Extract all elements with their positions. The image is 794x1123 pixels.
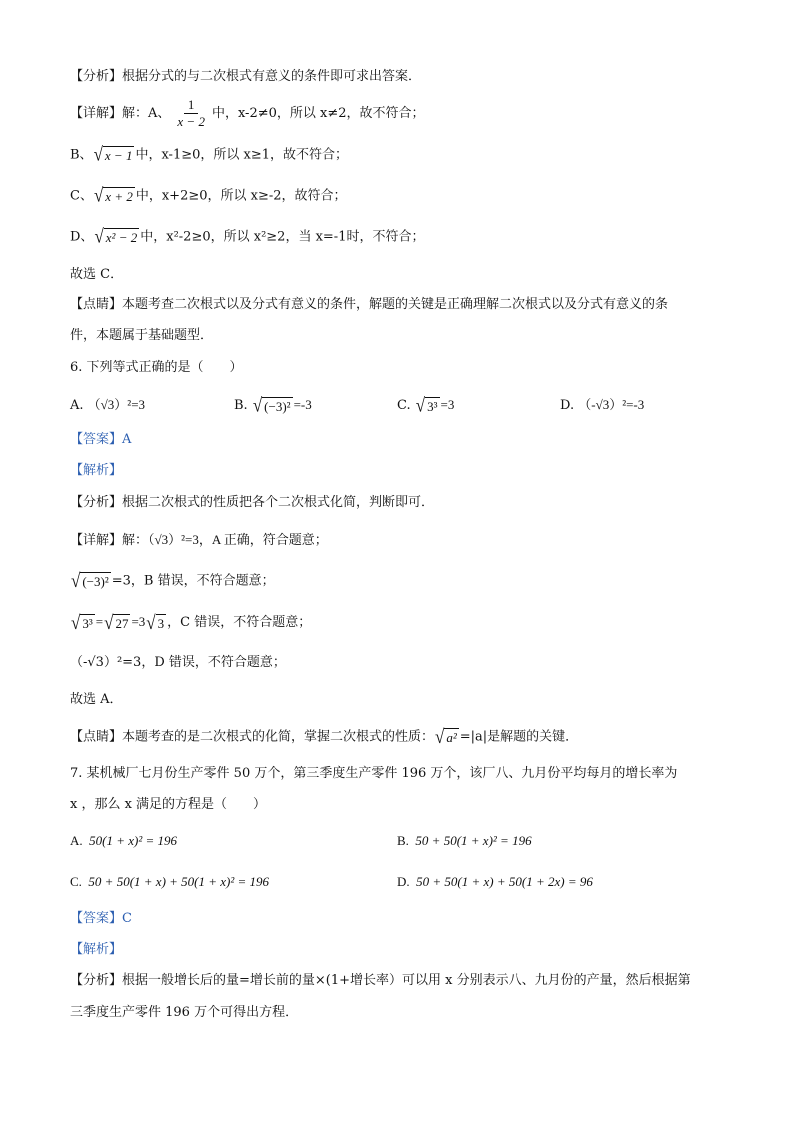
text: 根据分式的与二次根式有意义的条件即可求出答案． — [122, 69, 422, 84]
sqrt-expr: √ 3³ — [415, 394, 438, 416]
post: 中，x²-2≥0，所以 x²≥2，当 x=-1时，不符合； — [140, 229, 425, 245]
post: =|a|是解题的关键． — [459, 729, 579, 745]
text: 本题考查二次根式以及分式有意义的条件，解题的关键是正确理解二次根式以及分式有意义的条 — [122, 297, 669, 312]
post: =-3 — [293, 397, 312, 412]
sqrt-expr-3: √ 3 — [146, 611, 165, 633]
numerator: 1 — [184, 97, 199, 114]
sqrt-expr: √ x + 2 — [93, 184, 133, 207]
tag: 【详解】 — [70, 106, 123, 121]
post: 中，x+2≥0，所以 x≥-2，故符合； — [135, 188, 347, 204]
radicand: 3³ — [427, 398, 438, 414]
post: 中，x-1≥0，所以 x≥1，故不符合； — [135, 147, 349, 163]
eq2: =3 — [131, 614, 146, 629]
eq: = — [95, 614, 104, 629]
post: =3 — [440, 397, 455, 412]
solution-7-heading: 【解析】 — [70, 942, 123, 957]
label: D. — [397, 874, 410, 889]
analysis-7-cont: 三季度生产零件 196 万个可得出方程． — [70, 1005, 299, 1020]
label: C. — [397, 398, 411, 413]
answer-6: 【答案】A — [70, 432, 132, 447]
expr: 50(1 + x)² = 196 — [89, 833, 178, 848]
radicand: x − 1 — [104, 148, 133, 163]
q6-option-c — [397, 396, 454, 415]
post: =3，B 错误，不符合题意； — [111, 573, 275, 589]
q7-option-a — [70, 832, 177, 850]
comment-line — [70, 296, 668, 314]
detail-line-a — [70, 96, 425, 132]
detail-line-b — [70, 143, 349, 166]
label: A. — [70, 833, 83, 848]
q6-option-b — [234, 396, 312, 415]
post: 中，x-2≠0，所以 x≠2，故不符合； — [211, 106, 425, 121]
q7-option-d — [397, 873, 593, 891]
question-6: 6. 下列等式正确的是（ ） — [70, 360, 243, 375]
tag: 【分析】 — [70, 69, 123, 84]
radicand: 3 — [157, 615, 165, 631]
tag: 【点睛】 — [70, 297, 123, 312]
q7-option-b — [397, 832, 532, 850]
analysis-7 — [70, 972, 691, 990]
detail-line-d — [70, 225, 425, 248]
sqrt-expr: √ x² − 2 — [94, 225, 138, 248]
label: C. — [70, 874, 82, 889]
q7-option-c — [70, 873, 269, 891]
detail-6 — [70, 531, 328, 550]
tag: 【分析】 — [70, 495, 123, 510]
post: ，C 错误，不符合题意； — [167, 615, 312, 630]
sqrt-expr-1: √ 3³ — [71, 611, 93, 633]
pre: B、 — [70, 147, 93, 163]
answer-7: 【答案】C — [70, 911, 132, 926]
expr: 50 + 50(1 + x) + 50(1 + 2x) = 96 — [416, 874, 593, 889]
radicand: x + 2 — [105, 189, 133, 204]
pre: 本题考查的是二次根式的化简，掌握二次根式的性质： — [122, 729, 435, 745]
radicand: (−3)² — [82, 574, 109, 589]
detail-6-c — [70, 613, 311, 632]
q6-option-a — [70, 396, 145, 415]
comment-6 — [70, 725, 579, 748]
detail-6-d: （-√3）²=3，D 错误，不符合题意； — [70, 655, 286, 670]
label: A. — [70, 398, 84, 413]
fraction — [173, 97, 209, 130]
pre: D、 — [70, 229, 94, 245]
label: B. — [234, 398, 248, 413]
expr: 50 + 50(1 + x) + 50(1 + x)² = 196 — [88, 874, 270, 889]
label: D. — [560, 398, 575, 413]
text: 根据一般增长后的量=增长前的量×(1+增长率）可以用 x 分别表示八、九月份的产量，然后根据第 — [122, 973, 691, 988]
sqrt-expr: √ (−3)² — [71, 569, 109, 592]
tag: 【详解】 — [70, 533, 123, 548]
radicand: (−3)² — [264, 398, 291, 414]
text: 解：（√3）²=3，A 正确，符合题意； — [122, 532, 328, 547]
solution-6-heading: 【解析】 — [70, 463, 123, 478]
detail-line-c — [70, 184, 347, 207]
denominator: x − 2 — [177, 114, 205, 129]
radicand: x² − 2 — [105, 230, 138, 245]
choose-line: 故选 C． — [70, 267, 124, 282]
q6-option-d — [560, 396, 644, 415]
radicand: 27 — [115, 615, 129, 631]
sqrt-expr-2: √ 27 — [104, 611, 129, 633]
sqrt-expr: √ x − 1 — [93, 143, 133, 166]
radicand: 3³ — [82, 615, 93, 631]
expr: 50 + 50(1 + x)² = 196 — [415, 833, 532, 848]
tag: 【分析】 — [70, 973, 123, 988]
radicand: a² — [446, 730, 457, 745]
sqrt-expr: √ (−3)² — [252, 394, 291, 416]
tag: 【点睛】 — [70, 729, 123, 745]
question-7: 7. 某机械厂七月份生产零件 50 万个，第三季度生产零件 196 万个，该厂八、九月份平均每月的增长率为 — [70, 766, 678, 781]
question-7-cont: x ，那么 x 满足的方程是（ ） — [70, 797, 267, 812]
expr: （√3）²=3 — [87, 397, 146, 412]
detail-6-b — [70, 569, 275, 592]
expr: （-√3）²=-3 — [578, 397, 645, 412]
choose-6: 故选 A． — [70, 692, 123, 707]
text: 根据二次根式的性质把各个二次根式化简，判断即可． — [122, 495, 435, 510]
sqrt-expr: √ a² — [435, 725, 457, 748]
label: B. — [397, 833, 409, 848]
analysis-line — [70, 68, 421, 86]
comment-line-cont: 件，本题属于基础题型． — [70, 328, 214, 343]
pre: C、 — [70, 188, 93, 204]
analysis-6 — [70, 494, 434, 512]
pre: 解：A、 — [122, 106, 171, 121]
